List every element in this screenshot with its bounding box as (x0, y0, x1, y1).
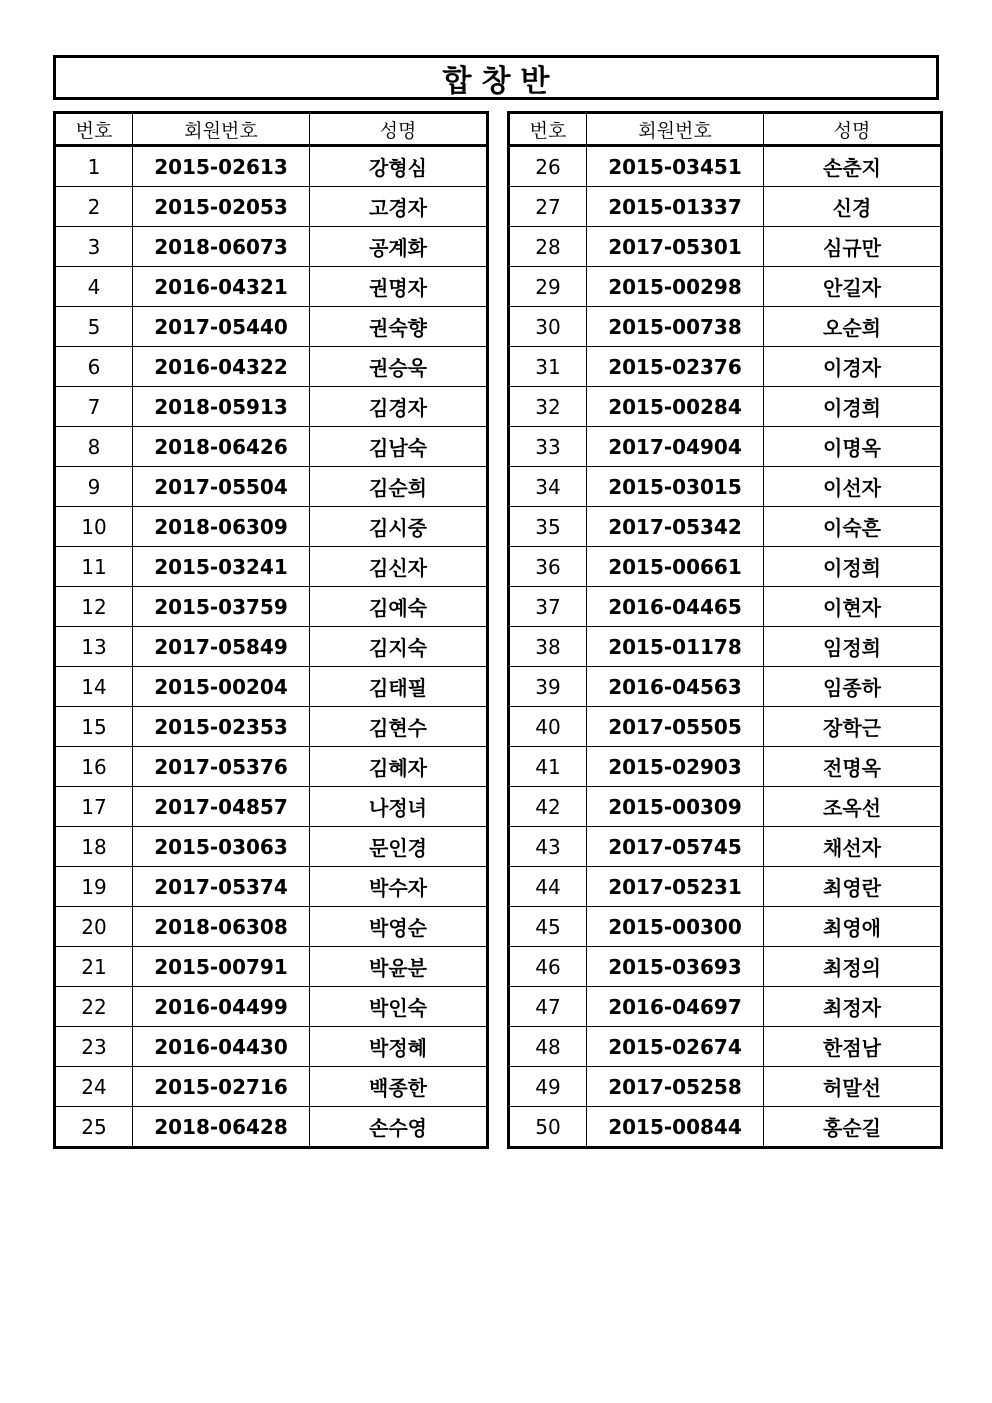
row-number: 9 (55, 467, 133, 507)
member-id: 2017-04857 (133, 787, 310, 827)
member-name: 이경희 (764, 387, 942, 427)
table-row (55, 307, 488, 347)
member-id: 2015-02674 (587, 1027, 764, 1067)
member-id: 2018-06309 (133, 507, 310, 547)
member-id: 2015-02903 (587, 747, 764, 787)
member-name: 백종한 (310, 1067, 488, 1107)
member-id: 2016-04499 (133, 987, 310, 1027)
row-number: 45 (509, 907, 587, 947)
table-row (509, 907, 942, 947)
member-id: 2016-04430 (133, 1027, 310, 1067)
member-name: 장학근 (764, 707, 942, 747)
member-name: 이숙흔 (764, 507, 942, 547)
table-row (509, 467, 942, 507)
table-row (509, 267, 942, 307)
member-name: 박윤분 (310, 947, 488, 987)
row-number: 11 (55, 547, 133, 587)
table-row (55, 507, 488, 547)
member-name: 권승욱 (310, 347, 488, 387)
member-name: 박수자 (310, 867, 488, 907)
table-row (55, 347, 488, 387)
table-row (55, 947, 488, 987)
table-row (509, 427, 942, 467)
member-name: 나정녀 (310, 787, 488, 827)
row-number: 32 (509, 387, 587, 427)
member-id: 2015-00300 (587, 907, 764, 947)
row-number: 12 (55, 587, 133, 627)
member-id: 2015-00309 (587, 787, 764, 827)
row-number: 2 (55, 187, 133, 227)
row-number: 10 (55, 507, 133, 547)
page-title: 합창반 (442, 63, 560, 99)
member-name: 손수영 (310, 1107, 488, 1148)
header-row (509, 113, 942, 146)
member-name: 이명옥 (764, 427, 942, 467)
member-name: 한점남 (764, 1027, 942, 1067)
table-row (509, 507, 942, 547)
member-id: 2016-04465 (587, 587, 764, 627)
table-row (509, 747, 942, 787)
member-id: 2015-03759 (133, 587, 310, 627)
member-id: 2015-01337 (587, 187, 764, 227)
table-row (55, 427, 488, 467)
member-id: 2016-04697 (587, 987, 764, 1027)
table-row (509, 787, 942, 827)
member-id: 2017-05301 (587, 227, 764, 267)
row-number: 28 (509, 227, 587, 267)
table-row (509, 827, 942, 867)
row-number: 16 (55, 747, 133, 787)
member-id: 2015-03451 (587, 146, 764, 187)
roster-table-right (507, 111, 943, 1149)
row-number: 33 (509, 427, 587, 467)
table-row (509, 347, 942, 387)
row-number: 48 (509, 1027, 587, 1067)
table-row (55, 907, 488, 947)
row-number: 49 (509, 1067, 587, 1107)
member-id: 2015-02376 (587, 347, 764, 387)
member-id: 2015-00791 (133, 947, 310, 987)
row-number: 18 (55, 827, 133, 867)
table-row (509, 667, 942, 707)
member-name: 채선자 (764, 827, 942, 867)
member-name: 임종하 (764, 667, 942, 707)
header-name: 성명 (764, 113, 942, 146)
member-id: 2015-00284 (587, 387, 764, 427)
row-number: 25 (55, 1107, 133, 1148)
member-id: 2017-05440 (133, 307, 310, 347)
table-row (55, 547, 488, 587)
member-name: 김예숙 (310, 587, 488, 627)
row-number: 47 (509, 987, 587, 1027)
table-row (509, 1067, 942, 1107)
member-id: 2017-05231 (587, 867, 764, 907)
row-number: 34 (509, 467, 587, 507)
member-name: 김순희 (310, 467, 488, 507)
row-number: 20 (55, 907, 133, 947)
member-name: 고경자 (310, 187, 488, 227)
table-row (55, 827, 488, 867)
member-name: 이경자 (764, 347, 942, 387)
row-number: 40 (509, 707, 587, 747)
row-number: 42 (509, 787, 587, 827)
table-row (509, 307, 942, 347)
member-name: 손춘지 (764, 146, 942, 187)
table-row (509, 387, 942, 427)
roster-table-left (53, 111, 489, 1149)
header-number: 번호 (55, 113, 133, 146)
member-id: 2015-02353 (133, 707, 310, 747)
member-name: 김경자 (310, 387, 488, 427)
row-number: 39 (509, 667, 587, 707)
member-name: 박정혜 (310, 1027, 488, 1067)
member-name: 전명옥 (764, 747, 942, 787)
member-name: 김태필 (310, 667, 488, 707)
table-row (55, 227, 488, 267)
member-id: 2015-00844 (587, 1107, 764, 1148)
table-row (509, 587, 942, 627)
member-name: 박영순 (310, 907, 488, 947)
table-row (55, 467, 488, 507)
member-name: 임정희 (764, 627, 942, 667)
row-number: 17 (55, 787, 133, 827)
row-number: 46 (509, 947, 587, 987)
row-number: 13 (55, 627, 133, 667)
table-row (509, 547, 942, 587)
table-row (55, 146, 488, 187)
member-id: 2016-04321 (133, 267, 310, 307)
row-number: 37 (509, 587, 587, 627)
member-id: 2015-00298 (587, 267, 764, 307)
member-name: 권숙향 (310, 307, 488, 347)
row-number: 21 (55, 947, 133, 987)
table-row (509, 707, 942, 747)
member-id: 2015-02053 (133, 187, 310, 227)
header-name: 성명 (310, 113, 488, 146)
member-id: 2015-00738 (587, 307, 764, 347)
row-number: 3 (55, 227, 133, 267)
member-id: 2015-03063 (133, 827, 310, 867)
row-number: 44 (509, 867, 587, 907)
table-row (55, 387, 488, 427)
table-row (55, 1107, 488, 1148)
row-number: 22 (55, 987, 133, 1027)
row-number: 1 (55, 146, 133, 187)
header-row (55, 113, 488, 146)
member-name: 김현수 (310, 707, 488, 747)
row-number: 35 (509, 507, 587, 547)
member-name: 김시중 (310, 507, 488, 547)
table-row (55, 587, 488, 627)
member-id: 2017-05505 (587, 707, 764, 747)
member-name: 조옥선 (764, 787, 942, 827)
member-name: 신경 (764, 187, 942, 227)
table-row (509, 146, 942, 187)
member-id: 2017-05849 (133, 627, 310, 667)
table-row (509, 627, 942, 667)
table-row (55, 987, 488, 1027)
member-id: 2018-06426 (133, 427, 310, 467)
member-name: 최영애 (764, 907, 942, 947)
member-name: 최영란 (764, 867, 942, 907)
member-name: 권명자 (310, 267, 488, 307)
member-name: 홍순길 (764, 1107, 942, 1148)
member-id: 2017-05376 (133, 747, 310, 787)
roster-body-right (509, 146, 942, 1148)
row-number: 19 (55, 867, 133, 907)
member-id: 2015-00661 (587, 547, 764, 587)
header-member-id: 회원번호 (587, 113, 764, 146)
member-id: 2017-05374 (133, 867, 310, 907)
row-number: 24 (55, 1067, 133, 1107)
member-name: 김혜자 (310, 747, 488, 787)
member-name: 김신자 (310, 547, 488, 587)
title-box (53, 55, 939, 100)
member-id: 2015-03241 (133, 547, 310, 587)
member-name: 오순희 (764, 307, 942, 347)
member-name: 박인숙 (310, 987, 488, 1027)
row-number: 23 (55, 1027, 133, 1067)
member-id: 2018-06308 (133, 907, 310, 947)
member-id: 2017-05342 (587, 507, 764, 547)
row-number: 38 (509, 627, 587, 667)
table-row (55, 707, 488, 747)
member-name: 김남숙 (310, 427, 488, 467)
member-name: 심규만 (764, 227, 942, 267)
header-number: 번호 (509, 113, 587, 146)
row-number: 50 (509, 1107, 587, 1148)
table-row (55, 867, 488, 907)
table-row (509, 187, 942, 227)
row-number: 8 (55, 427, 133, 467)
member-id: 2015-02613 (133, 146, 310, 187)
table-row (509, 947, 942, 987)
member-name: 최정의 (764, 947, 942, 987)
member-id: 2017-04904 (587, 427, 764, 467)
row-number: 15 (55, 707, 133, 747)
row-number: 14 (55, 667, 133, 707)
row-number: 4 (55, 267, 133, 307)
member-name: 공계화 (310, 227, 488, 267)
member-name: 최정자 (764, 987, 942, 1027)
member-id: 2015-01178 (587, 627, 764, 667)
table-row (55, 667, 488, 707)
table-row (509, 867, 942, 907)
member-id: 2015-00204 (133, 667, 310, 707)
table-row (55, 1027, 488, 1067)
member-id: 2016-04563 (587, 667, 764, 707)
table-row (55, 747, 488, 787)
member-id: 2017-05745 (587, 827, 764, 867)
member-id: 2016-04322 (133, 347, 310, 387)
table-row (55, 187, 488, 227)
member-id: 2018-06428 (133, 1107, 310, 1148)
row-number: 29 (509, 267, 587, 307)
member-name: 문인경 (310, 827, 488, 867)
row-number: 7 (55, 387, 133, 427)
member-id: 2018-06073 (133, 227, 310, 267)
member-id: 2015-03015 (587, 467, 764, 507)
row-number: 5 (55, 307, 133, 347)
member-id: 2017-05504 (133, 467, 310, 507)
member-name: 이정희 (764, 547, 942, 587)
table-row (55, 267, 488, 307)
row-number: 36 (509, 547, 587, 587)
row-number: 26 (509, 146, 587, 187)
row-number: 41 (509, 747, 587, 787)
member-name: 김지숙 (310, 627, 488, 667)
table-row (55, 787, 488, 827)
member-id: 2018-05913 (133, 387, 310, 427)
table-row (55, 1067, 488, 1107)
table-row (55, 627, 488, 667)
member-name: 허말선 (764, 1067, 942, 1107)
row-number: 30 (509, 307, 587, 347)
table-row (509, 1107, 942, 1148)
member-id: 2015-03693 (587, 947, 764, 987)
row-number: 31 (509, 347, 587, 387)
member-id: 2015-02716 (133, 1067, 310, 1107)
roster-body-left (55, 146, 488, 1148)
row-number: 43 (509, 827, 587, 867)
member-id: 2017-05258 (587, 1067, 764, 1107)
table-row (509, 227, 942, 267)
row-number: 6 (55, 347, 133, 387)
row-number: 27 (509, 187, 587, 227)
member-name: 강형심 (310, 146, 488, 187)
member-name: 이선자 (764, 467, 942, 507)
member-name: 이현자 (764, 587, 942, 627)
table-row (509, 987, 942, 1027)
header-member-id: 회원번호 (133, 113, 310, 146)
table-row (509, 1027, 942, 1067)
member-name: 안길자 (764, 267, 942, 307)
